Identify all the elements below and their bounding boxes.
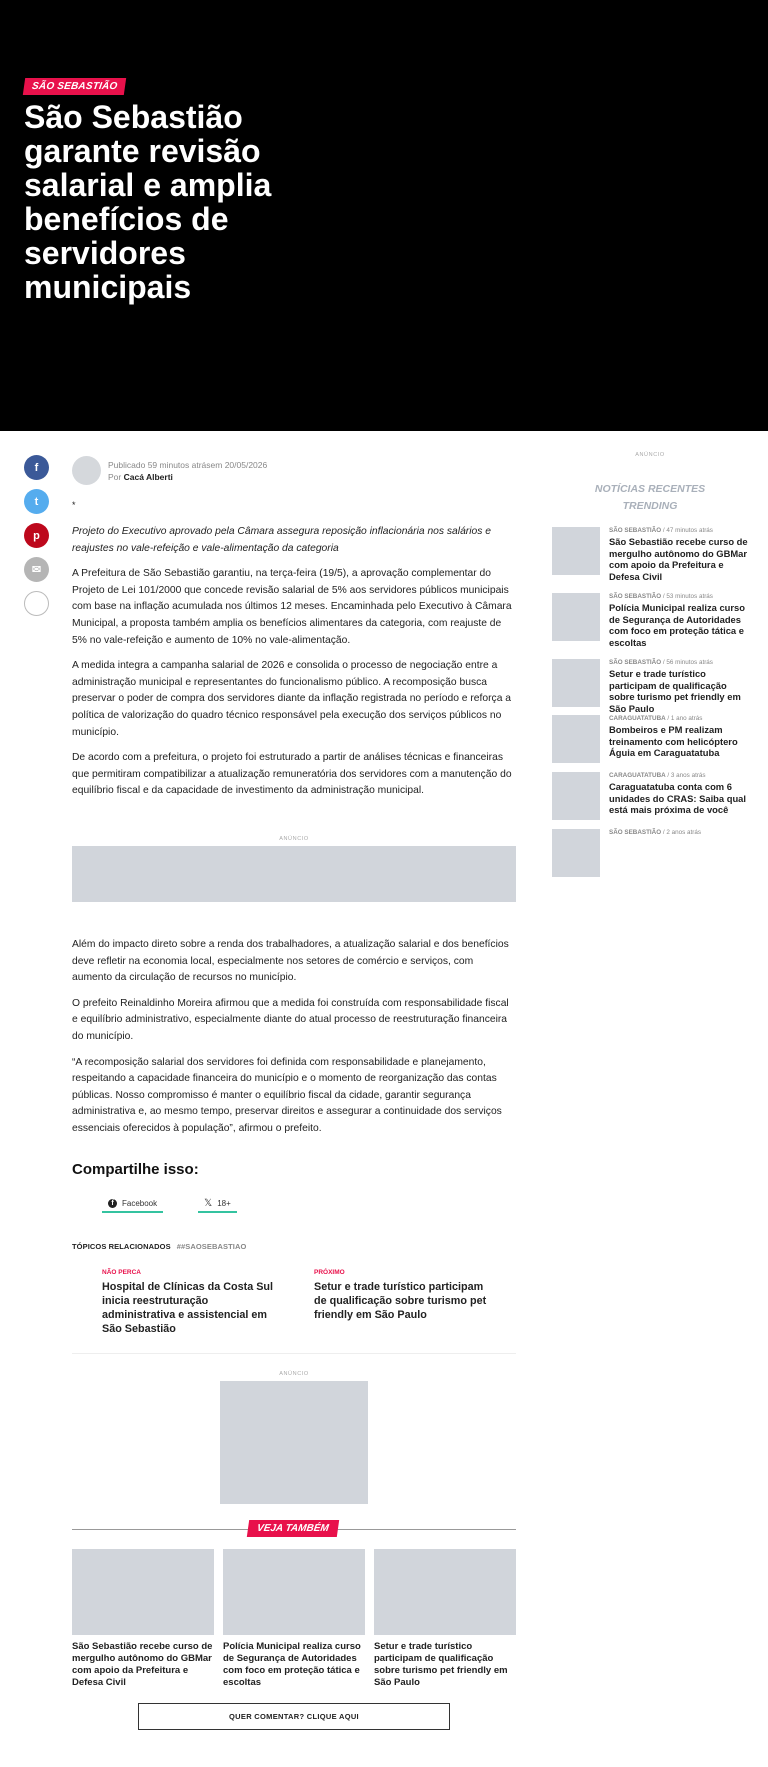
more-icon[interactable] — [24, 591, 49, 616]
avatar[interactable] — [72, 456, 101, 485]
related-topics — [72, 1242, 246, 1251]
email-icon[interactable]: ✉ — [24, 557, 49, 582]
sidebar-thumbnail[interactable] — [552, 772, 600, 820]
next-title[interactable]: Setur e trade turístico participam de qualificação sobre turismo pet friendly em São Paulo — [314, 1281, 487, 1321]
article-body-continued — [72, 937, 516, 1147]
sidebar-time: / 3 anos atrás — [667, 772, 706, 779]
share-facebook-button[interactable] — [102, 1196, 163, 1213]
sidebar-heading — [552, 481, 748, 515]
author-link[interactable]: Cacá Alberti — [123, 471, 173, 482]
pinterest-icon[interactable]: p — [24, 523, 49, 548]
social-share-rail — [24, 455, 50, 625]
sidebar-category[interactable]: SÃO SEBASTIÃO — [609, 593, 662, 600]
sidebar-item[interactable] — [552, 715, 748, 772]
sidebar-item[interactable] — [552, 593, 748, 659]
card-image[interactable] — [223, 1549, 365, 1635]
sidebar-thumbnail[interactable] — [552, 593, 600, 641]
sidebar-item[interactable] — [552, 829, 748, 877]
ad-placeholder[interactable] — [220, 1381, 368, 1504]
ad-label: ANÚNCIO — [279, 836, 309, 842]
x-icon: 𝕏 — [204, 1198, 213, 1209]
card-image[interactable] — [374, 1549, 516, 1635]
share-x-label: 18+ — [217, 1199, 231, 1208]
trending-tab[interactable]: TRENDING — [622, 500, 678, 512]
sidebar-time: / 56 minutos atrás — [662, 659, 713, 666]
facebook-icon: f — [108, 1199, 117, 1208]
sidebar-time: / 47 minutos atrás — [662, 527, 713, 534]
sidebar-item[interactable] — [552, 527, 748, 593]
sidebar-thumbnail[interactable] — [552, 527, 600, 575]
sidebar-time: / 1 ano atrás — [667, 715, 703, 722]
article-body — [72, 524, 516, 809]
paragraph: A Prefeitura de São Sebastião garantiu, na terça-feira (19/5), a aprovação complementar do Projeto de Lei 101/2000 que concede revisão salarial de 5% aos servidores públicos municipais com base na inflação acumulada nos últimos 12 meses. Encaminhada pelo Executivo à Câmara Municipal, a proposta também amplia os benefícios alimentares da categoria, com reajuste de 5% no vale-refeição e aumento de 10% no vale-alimentação. — [72, 568, 512, 646]
paragraph: De acordo com a prefeitura, o projeto foi estruturado a partir de análises técnicas e financeiras que permitiram compatibilizar a atualização remuneratória dos servidores com a manutenção do equilíbrio fiscal e da capacidade de investimento da administração municipal. — [72, 752, 512, 797]
paragraph: Além do impacto direto sobre a renda dos trabalhadores, a atualização salarial e dos benefícios deve refletir na economia local, especialmente nos setores de comércio e serviços, com aumento da circulação de recursos no município. — [72, 939, 509, 984]
next-label: PRÓXIMO — [314, 1269, 345, 1276]
sidebar — [552, 452, 748, 877]
by-label: Por — [108, 471, 122, 482]
inline-ad[interactable] — [72, 836, 516, 902]
previous-post[interactable] — [102, 1269, 284, 1336]
sidebar-category[interactable]: SÃO SEBASTIÃO — [609, 829, 662, 836]
sidebar-time: / 2 anos atrás — [662, 829, 702, 836]
sidebar-time: / 53 minutos atrás — [662, 593, 713, 600]
see-also-label: VEJA TAMBÉM — [247, 1520, 339, 1537]
sidebar-thumbnail[interactable] — [552, 829, 600, 877]
sidebar-thumbnail[interactable] — [552, 659, 600, 707]
sidebar-category[interactable]: SÃO SEBASTIÃO — [609, 527, 662, 534]
post-navigation — [102, 1269, 522, 1336]
article-lead: Projeto do Executivo aprovado pela Câmara assegura reposição inflacionária nos salários e reajustes no vale-refeição e vale-alimentação da categoria — [72, 526, 491, 554]
asterisk-note: * — [72, 500, 76, 510]
category-tag[interactable]: SÃO SEBASTIÃO — [23, 78, 127, 95]
see-also-card[interactable] — [223, 1549, 365, 1689]
see-also-card[interactable] — [72, 1549, 214, 1689]
paragraph: O prefeito Reinaldinho Moreira afirmou que a medida foi construída com responsabilidade fiscal e equilíbrio administrativo, especialmente diante do atual processo de reestruturação financeira do município. — [72, 997, 509, 1042]
divider — [72, 1353, 516, 1354]
sidebar-category[interactable]: CARAGUATATUBA — [609, 715, 666, 722]
facebook-icon[interactable]: f — [24, 455, 49, 480]
published-date: Publicado 59 minutos atrásem 20/05/2026 — [108, 459, 268, 470]
sidebar-title[interactable]: Polícia Municipal realiza curso de Segurança de Autoridades com foco em proteção tática e escoltas — [609, 602, 745, 648]
ad-label: ANÚNCIO — [279, 1371, 309, 1377]
sidebar-category[interactable]: CARAGUATATUBA — [609, 772, 666, 779]
see-also-card[interactable] — [374, 1549, 516, 1689]
topic-tag[interactable]: ##SAOSEBASTIAO — [176, 1242, 247, 1251]
next-post[interactable] — [314, 1269, 496, 1336]
sidebar-title[interactable]: Caraguatatuba conta com 6 unidades do CRAS: Saiba qual está mais próxima de você — [609, 781, 746, 816]
ad-label: ANÚNCIO — [635, 452, 665, 458]
card-title[interactable]: Setur e trade turístico participam de qualificação sobre turismo pet friendly em São Paulo — [374, 1641, 508, 1688]
paragraph: A medida integra a campanha salarial de 2026 e consolida o processo de negociação entre a administração municipal e representantes do funcionalismo público. A recomposição busca preservar o poder de compra dos servidores diante da inflação registrada no período e reforça a política de valorização do quadro técnico responsável pela execução dos serviços públicos no município. — [72, 660, 512, 738]
article-meta — [72, 456, 267, 485]
card-title[interactable]: Polícia Municipal realiza curso de Segurança de Autoridades com foco em proteção tática e escoltas — [223, 1641, 361, 1688]
article-title: São Sebastião garante revisão salarial e amplia benefícios de servidores municipais — [24, 99, 272, 305]
share-buttons — [102, 1196, 237, 1213]
sidebar-title[interactable]: Bombeiros e PM realizam treinamento com helicóptero Águia em Caraguatatuba — [609, 724, 738, 759]
topics-label: TÓPICOS RELACIONADOS — [72, 1242, 171, 1251]
paragraph: “A recomposição salarial dos servidores foi definida com responsabilidade e planejamento, respeitando a capacidade financeira do município e o momento de reorganização das contas públicas. Nosso compromisso é manter o equilíbrio fiscal da cidade, garantir segurança administrativa e, ao mesmo tempo, preservar direitos e assegurar a continuidade dos serviços essenciais oferecidos à população”, afirmou o prefeito. — [72, 1056, 502, 1134]
ad-placeholder[interactable] — [72, 846, 516, 902]
sidebar-thumbnail[interactable] — [552, 715, 600, 763]
recent-news-tab[interactable]: NOTÍCIAS RECENTES — [594, 483, 706, 495]
sidebar-category[interactable]: SÃO SEBASTIÃO — [609, 659, 662, 666]
previous-label: NÃO PERCA — [102, 1269, 142, 1276]
sidebar-item[interactable] — [552, 659, 748, 715]
share-x-button[interactable] — [198, 1196, 237, 1213]
card-title[interactable]: São Sebastião recebe curso de mergulho autônomo do GBMar com apoio da Prefeitura e Defesa Civil — [72, 1641, 213, 1688]
sidebar-title[interactable]: São Sebastião recebe curso de mergulho autônomo do GBMar com apoio da Prefeitura e Defesa Civil — [609, 536, 748, 582]
comment-button[interactable]: QUER COMENTAR? CLIQUE AQUI — [138, 1703, 450, 1730]
square-ad[interactable] — [220, 1371, 368, 1504]
twitter-icon[interactable]: t — [24, 489, 49, 514]
share-facebook-label: Facebook — [122, 1199, 158, 1208]
sidebar-title[interactable]: Setur e trade turístico participam de qualificação sobre turismo pet friendly em São Paulo — [609, 668, 741, 714]
see-also-cards — [72, 1549, 516, 1689]
hero-banner — [0, 0, 768, 431]
previous-title[interactable]: Hospital de Clínicas da Costa Sul inicia reestruturação administrativa e assistencial em São Sebastião — [102, 1281, 273, 1335]
share-title: Compartilhe isso: — [72, 1161, 199, 1178]
sidebar-item[interactable] — [552, 772, 748, 829]
card-image[interactable] — [72, 1549, 214, 1635]
